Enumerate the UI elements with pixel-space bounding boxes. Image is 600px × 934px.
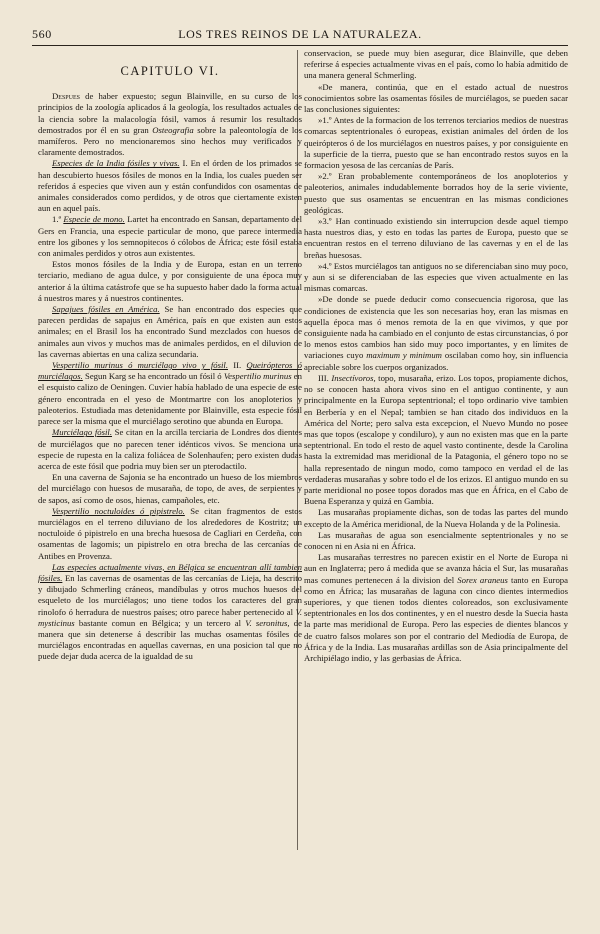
paragraph: 1.ª Especie de mono. Lartet ha encontrado en Sansan, departamento del Gers en Francia, una especie particular de mono, que parece intermedia entre los gibones y los semnopitecos ó cólobos de África; este fósil estaba con animales perdidos y otros aun existentes. xyxy=(38,214,302,259)
paragraph: Especies de la India fósiles y vivas. I. En el órden de los primados se han descubierto huesos fósiles de monos en la India, los cuales pueden ser referidos á especies que viven aun y están confundidos con osamentas de animales considerados como perdidos, y de otros que ciertamente existen aun en aquel país. xyxy=(38,158,302,214)
page-number: 560 xyxy=(32,27,52,41)
paragraph: Las especies actualmente vivas, en Bélgica se encuentran allí tambien fósiles. En las cavernas de osamentas de las cercanías de Lieja, ha descrito y dibujado Schmerling cráneos, mandíbulas y otros muchos huesos del esqueleto de los murciélagos; uno tiene todos los caracteres del gran rinolofo ó herradura de nuestros países; otro parece haber pertenecido al V. mysticinus bastante comun en Bélgica; y un tercero al V. seronitus, de manera que sin detenerse á describir las muchas osamentas fósiles de murciélagos encontradas en aquellas cavernas, en una posicion tal que no puede dejar duda acerca de la igualdad de su xyxy=(38,561,302,662)
chapter-title: CAPITULO VI. xyxy=(120,64,220,78)
paragraph: Las musarañas propiamente dichas, son de todas las partes del mundo excepto de la América meridional, de la Nueva Holanda y de la Polinesia. xyxy=(304,507,568,529)
paragraph: III. Insectívoros, topo, musaraña, erizo. Los topos, propiamente dichos, no se conocen hasta ahora vivos sino en el antiguo continente, y aun principalmente en la Europa septentrional; el topo ordinario vive tambien en Berbería y en el Nepal; tambien se han citado dos individuos en la América del Norte; pero salva esta excepcion, el Nuevo Mundo no posee mas que topos (escalope y condiluro), y aun no existen mas que en la parte septentrional. En todo el resto de aquel vasto continente, desde la Carolina hasta la extremidad mas meridional de la Patagonia, el género topo no se halla representado de ningun modo, como tampoco en verdad el de las verdaderas musarañas y sobre todo el de los erizos. El antiguo mundo en su parte meridional no posee topos dorados mas que en África, en el Cabo de Buena Esperanza y quizá en Gambia. xyxy=(304,372,569,507)
paragraph: Vespertilio noctuloides ó pipistrelo. Se citan fragmentos de estos murciélagos en el terreno diluviano de los alrededores de Kostritz; un noctuloide ó pipistrelo en una brecha huesosa de Cagliari en Cerdeña, con osamentas de lagomis; un pipistrelo en otra brecha de las cercanías de Antibes en Provenza. xyxy=(38,505,302,561)
paragraph: conservacion, se puede muy bien asegurar, dice Blainville, que deben referirse á especies actualmente vivas en el país, como lo había admitido de una manera general Schmerling. xyxy=(304,48,568,81)
paragraph: »1.º Antes de la formacion de los terrenos terciarios medios de nuestras comarcas septentrionales ó europeas, existian animales del órden de los queirópteros ó de los murciélagos en nuestros países, y por consiguiente en la superficie de la tierra, puesto que se han encontrado restos suyos en la formacion yesosa de las cercanías de París. xyxy=(304,115,568,171)
paragraph: «De manera, continúa, que en el estado actual de nuestros conocimientos sobre las osamentas fósiles de murciélagos, se pueden sacar las conclusiones siguientes: xyxy=(304,81,568,115)
right-column xyxy=(304,48,568,664)
running-title: LOS TRES REINOS DE LA NATURALEZA. xyxy=(178,27,422,41)
paragraph: Vespertilio murinus ó murciélago vivo y fósil. II. Queirópteros ó murciélagos. Segun Karg se ha encontrado un fósil ó Vespertilio murinus en el esquisto calizo de Oeningen. Cuvier había hablado de una especie de este género encontrada en el yeso de Montmartre con los anoploterios y paleoterios. Estudiada mas detenidamente por Blainville, esta especie fósil parece ser la misma que el murciélago serotino que abunda en Europa. xyxy=(38,360,302,427)
paragraph: »3.º Han continuado existiendo sin interrupcion desde aquel tiempo hasta nuestros dias, y esto en todas las partes de Europa, puesto que se encuentran restos en el terreno diluviano de las cavernas y en el de las breñas huesosas. xyxy=(304,216,568,260)
paragraph: »2.º Eran probablemente contemporáneos de los anoploterios y paleoterios, animales indudablemente borrados hoy de la serie viviente, puesto que sus osamentas se encuentran en las mismas condiciones geológicas. xyxy=(304,171,568,215)
paragraph: En una caverna de Sajonia se ha encontrado un hueso de los miembros del murciélago con huesos de musaraña, de topo, de aves, de serpientes y de sapos, así como de osos, hienas, campañoles, etc. xyxy=(38,472,302,505)
paragraph: Despues de haber expuesto; segun Blainville, en su curso de los principios de la zoología aplicados á la geología, los resultados actuales de la ciencia sobre la malacología fósil, vamos á resumir los resultados demostrados por él en su gran Osteografia sobre la paleontología de los mamíferos. Pero no mencionaremos sino hechos muy verificados y claramente demostrados. xyxy=(38,91,302,158)
paragraph: Murciélago fósil. Se citan en la arcilla terciaria de Londres dos dientes de murciélagos que no parecen tener idénticos vivos. Se menciona una especie de rupesta en la caliza foliácea de Solenhaufen; pero existen dudas acerca de este fósil que podria muy bien ser un pterodactilo. xyxy=(38,427,302,471)
paragraph: »De donde se puede deducir como consecuencia rigorosa, que las condiciones de existencia que les son necesarias hoy, eran las mismas en aquella época mas ó menos remota de la en que vivimos, y que por consiguiente nada ha cambiado en el conjunto de estas circunstancias, ó por lo menos estos cambios han sido muy poco importantes, y en límites de variaciones cuyo maximum y minimum oscilaban como hoy, sin influencia apreciable sobre los cuerpos organizados. xyxy=(304,294,568,372)
left-column xyxy=(38,48,302,663)
paragraph: Las musarañas terrestres no parecen existir en el Norte de Europa ni aun en Inglaterra; pero á medida que se avanza hácia el Sur, las musarañas mas comunes pertenecen á la division del Sorex araneus tanto en Europa como en África; las musarañas de laguna con cinco dientes intermedios superiores, y que tienen todos dientes coloreados, son exclusivamente septentrionales en los dos continentes, y en el nuestro desde la Suecia hasta la parte mas meridional de Europa. Pero las especies de dientes blancos y de cuatro falsos molares son por el contrario del Mediodía de Europa, de África y de la India. Las musarañas ardillas son de Asia principalmente del Archipiélago indio, y las gerbasias de África. xyxy=(304,552,568,663)
header-rule xyxy=(32,45,568,46)
paragraph: Estos monos fósiles de la India y de Europa, estan en un terreno terciario, mediano de agua dulce, y por consiguiente de una época muy anterior á la última catástrofe que se ha supuesto haber dado la forma actual á nuestros mares y á nuestros continentes. xyxy=(38,259,302,303)
paragraph: Sapajues fósiles en América. Se han encontrado dos especies que parecen perdidas de sapajus en América, país en que existen aun estos animales; en el Brasil los ha encontrado Sund mezclados con huesos de animales aun vivos y muchos mas de animales perdidos, en el diluvion de las cavernas abiertas en una caliza secundaria. xyxy=(38,304,302,359)
page-header xyxy=(32,27,568,43)
paragraph: Las musarañas de agua son esencialmente septentrionales y no se conocen ni en Asia ni en África. xyxy=(304,529,568,551)
paragraph: »4.º Estos murciélagos tan antiguos no se diferenciaban sino muy poco, y aun si se diferenciaban de las especies que viven actualmente en las mismas comarcas. xyxy=(304,260,568,294)
